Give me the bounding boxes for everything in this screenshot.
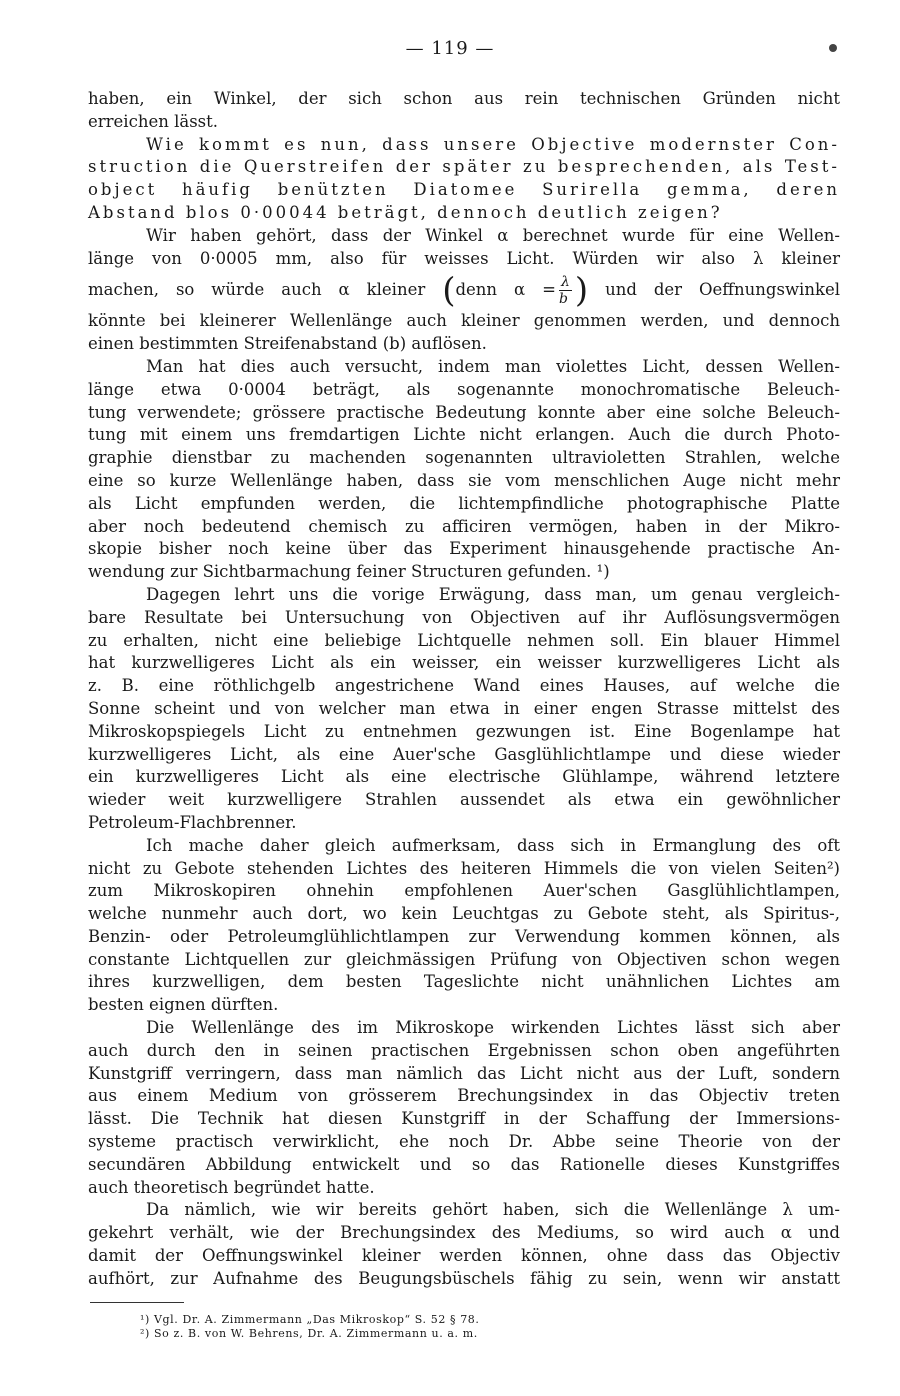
text-line: länge etwa 0·0004 beträgt, als sogenannte monochromatische Beleuch- — [88, 379, 840, 399]
text-line: auch durch den in seinen practischen Ergebnissen schon oben angeführten — [88, 1040, 840, 1060]
text-line: Petroleum-Flachbrenner. — [88, 812, 297, 832]
text-line: erreichen lässt. — [88, 111, 219, 131]
text-line: welche nunmehr auch dort, wo kein Leuchtgas zu Gebote steht, als Spiritus-, — [88, 904, 840, 924]
text-line: Ich mache daher gleich aufmerksam, dass sich in Ermanglung des oft — [146, 835, 840, 855]
footnote-divider — [90, 1302, 184, 1303]
text-line: Benzin- oder Petroleumglühlichtlampen zur Verwendung kommen können, als — [88, 926, 840, 946]
formula-text: denn α = — [455, 280, 556, 300]
text-line: Mikroskopspiegels Licht zu entnehmen gezwungen ist. Eine Bogenlampe hat — [88, 721, 840, 741]
text-line: einen bestimmten Streifenabstand (b) auflösen. — [88, 334, 487, 354]
text-line: systeme practisch verwirklicht, ehe noch Dr. Abbe seine Theorie von der — [88, 1132, 840, 1152]
text-line: graphie dienstbar zu machenden sogenannten ultravioletten Strahlen, welche — [88, 448, 840, 468]
text-line: tung mit einem uns fremdartigen Lichte nicht erlangen. Auch die durch Photo- — [88, 425, 840, 445]
footnote-2: ²) So z. B. von W. Behrens, Dr. A. Zimmermann u. a. m. — [140, 1327, 478, 1340]
text-line: Die Wellenlänge des im Mikroskope wirkenden Lichtes lässt sich aber — [146, 1018, 840, 1038]
text-line: wendung zur Sichtbarmachung feiner Structuren gefunden. ¹) — [88, 562, 610, 582]
text-line: eine so kurze Wellenlänge haben, dass sie vom menschlichen Auge nicht mehr — [88, 470, 840, 490]
text-line: aus einem Medium von grösserem Brechungsindex in das Objectiv treten — [88, 1086, 840, 1106]
fraction — [559, 274, 572, 307]
text-line: skopie bisher noch keine über das Experiment hinausgehende practische An- — [88, 539, 840, 559]
open-paren-glyph: ( — [442, 270, 456, 311]
text-line: zum Mikroskopiren ohnehin empfohlenen Auer'schen Gasglühlichtlampen, — [88, 881, 840, 901]
text-line: z. B. eine röthlichgelb angestrichene Wand eines Hauses, auf welche die — [88, 676, 840, 696]
text-line: aufhört, zur Aufnahme des Beugungsbüschels fähig zu sein, wenn wir anstatt — [88, 1268, 840, 1288]
text-line: bare Resultate bei Untersuchung von Objectiven auf ihr Auflösungsvermögen — [88, 607, 840, 627]
text-line: haben, ein Winkel, der sich schon aus rein technischen Gründen nicht — [88, 89, 840, 108]
text-line: Abstand blos 0·00044 beträgt, dennoch deutlich zeigen? — [88, 202, 723, 222]
text-fragment: machen, so würde auch α kleiner — [88, 280, 426, 300]
text-line: länge von 0·0005 mm, also für weisses Licht. Würden wir also λ kleiner — [88, 248, 840, 268]
text-line: damit der Oeffnungswinkel kleiner werden können, ohne dass das Objectiv — [88, 1246, 840, 1266]
text-line: Wir haben gehört, dass der Winkel α berechnet wurde für eine Wellen- — [146, 225, 840, 245]
text-line: struction die Querstreifen der später zu besprechenden, als Test- — [88, 157, 840, 177]
fraction-denominator: b — [558, 291, 568, 308]
text-line: Kunstgriff verringern, dass man nämlich das Licht nicht aus der Luft, sondern — [88, 1063, 840, 1083]
text-line: nicht zu Gebote stehenden Lichtes des heiteren Himmels die von vielen Seiten²) — [88, 858, 840, 878]
ink-dot — [829, 44, 837, 52]
text-line: gekehrt verhält, wie der Brechungsindex des Mediums, so wird auch α und — [88, 1223, 840, 1243]
text-line: besten eignen dürften. — [88, 995, 279, 1015]
text-line: wieder weit kurzwelligere Strahlen aussendet als etwa ein gewöhnlicher — [88, 790, 840, 810]
text-line: zu erhalten, nicht eine beliebige Lichtquelle nehmen soll. Ein blauer Himmel — [88, 630, 840, 650]
text-line: object häufig benützten Diatomee Surirella gemma, deren — [88, 180, 840, 200]
text-line: auch theoretisch begründet hatte. — [88, 1177, 375, 1197]
text-line: aber noch bedeutend chemisch zu afficiren vermögen, haben in der Mikro- — [88, 516, 840, 536]
text-line: Wie kommt es nun, dass unsere Objective modernster Con- — [146, 134, 840, 154]
text-line: Sonne scheint und von welcher man etwa in einer engen Strasse mittelst des — [88, 698, 840, 718]
text-line: constante Lichtquellen zur gleichmässigen Prüfung von Objectiven schon wegen — [88, 949, 840, 969]
footnote-1: ¹) Vgl. Dr. A. Zimmermann „Das Mikroskop“ S. 52 § 78. — [140, 1313, 480, 1326]
text-line: ihres kurzwelligen, dem besten Tageslichte nicht unähnlichen Lichtes am — [88, 972, 840, 992]
text-line: ein kurzwelligeres Licht als eine electrische Glühlampe, während letztere — [88, 767, 840, 787]
text-line: secundären Abbildung entwickelt und so das Rationelle dieses Kunstgriffes — [88, 1154, 840, 1174]
page-number: — 119 — — [405, 38, 495, 59]
body-text — [88, 88, 840, 1291]
text-line: hat kurzwelligeres Licht als ein weisser, ein weisser kurzwelligeres Licht als — [88, 653, 840, 673]
text-line: lässt. Die Technik hat diesen Kunstgriff in der Schaffung der Immersions- — [88, 1109, 840, 1129]
text-line: als Licht empfunden werden, die lichtempfindliche photographische Platte — [88, 493, 840, 513]
text-fragment: und der Oeffnungswinkel — [605, 280, 841, 300]
text-line: kurzwelligeres Licht, als eine Auer'sche Gasglühlichtlampe und diese wieder — [88, 744, 840, 764]
text-line: tung verwendete; grössere practische Bedeutung konnte aber eine solche Beleuch- — [88, 402, 840, 422]
fraction-numerator: λ — [560, 274, 570, 291]
text-line: Man hat dies auch versucht, indem man violettes Licht, dessen Wellen- — [146, 356, 840, 376]
text-line: könnte bei kleinerer Wellenlänge auch kleiner genommen werden, und dennoch — [88, 311, 840, 331]
text-line: Dagegen lehrt uns die vorige Erwägung, dass man, um genau vergleich- — [146, 584, 840, 604]
formula-line — [88, 270, 840, 310]
text-line: Da nämlich, wie wir bereits gehört haben, sich die Wellenlänge λ um- — [146, 1200, 840, 1220]
close-paren-glyph: ) — [574, 270, 589, 311]
